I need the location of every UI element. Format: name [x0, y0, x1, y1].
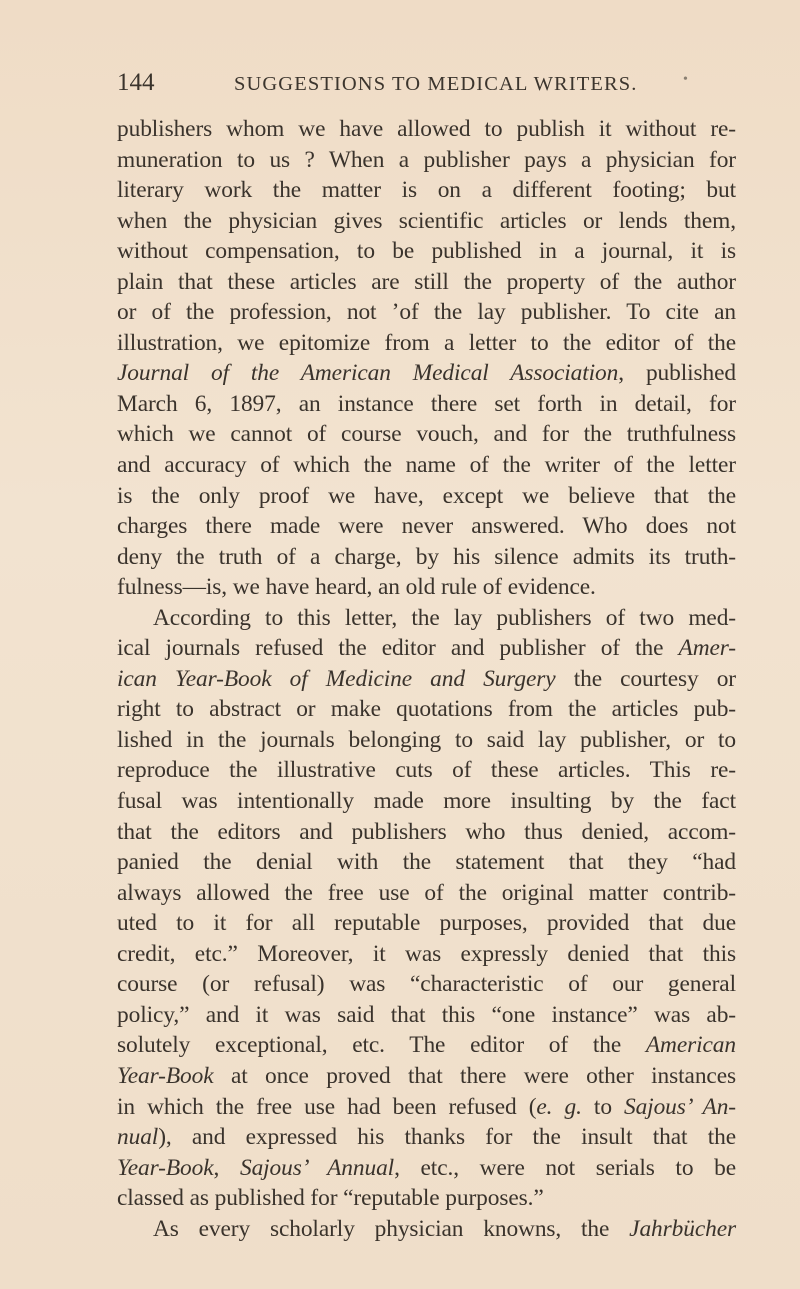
text-segment: ,: [213, 1154, 240, 1181]
italic-title: nual: [117, 1124, 159, 1151]
text-line: [117, 817, 736, 848]
text-segment: muneration to us ? When a publisher pays a physician for: [117, 146, 736, 173]
text-line: [117, 206, 736, 237]
text-line: [117, 297, 736, 328]
text-segment: without compensation, to be published in a journal, it is: [117, 238, 736, 265]
text-line: [117, 114, 736, 145]
text-segment: the courtesy or: [555, 665, 736, 692]
text-segment: and accuracy of which the name of the writer of the letter: [117, 452, 736, 479]
text-segment: fusal was intentionally made more insulting by the fact: [117, 788, 736, 815]
italic-title: American: [645, 1032, 736, 1059]
text-segment: fulness—is, we have heard, an old rule of evidence.: [117, 574, 596, 601]
text-line: [117, 511, 736, 542]
text-segment: panied the denial with the statement that they “had: [117, 849, 736, 876]
text-line: [117, 908, 736, 939]
text-segment: publishers whom we have allowed to publish it without re-: [117, 116, 736, 142]
text-line: [117, 603, 736, 634]
text-line: [117, 542, 736, 573]
italic-title: Amer-: [678, 635, 736, 662]
text-line: [117, 419, 736, 450]
text-line: [117, 1153, 736, 1184]
text-segment: right to abstract or make quotations from the articles pub-: [117, 696, 736, 723]
text-segment: at once proved that there were other instances: [213, 1062, 736, 1089]
text-line: [117, 1061, 736, 1092]
text-line: [117, 389, 736, 420]
text-segment: uted to it for all reputable purposes, provided that due: [117, 910, 736, 937]
italic-title: Sajous’ Annual: [239, 1154, 395, 1181]
text-segment: illustration, we epitomize from a letter to the editor of the: [117, 329, 736, 356]
italic-title: e. g.: [536, 1093, 582, 1120]
text-line: [117, 572, 736, 603]
text-segment: ical journals refused the editor and publisher of the: [117, 635, 679, 662]
running-head: [117, 66, 737, 100]
text-line: [117, 786, 736, 817]
text-segment: or of the profession, not ’of the lay publisher. To cite an: [117, 299, 736, 326]
text-segment: that the editors and publishers who thus denied, accom-: [117, 818, 736, 845]
text-segment: literary work the matter is on a different footing; but: [117, 177, 736, 204]
text-line: [117, 694, 736, 725]
text-segment: when the physician gives scientific articles or lends them,: [117, 207, 736, 234]
text-line: [117, 755, 736, 786]
running-title: SUGGESTIONS TO MEDICAL WRITERS.: [234, 73, 638, 95]
text-line: [117, 145, 736, 176]
italic-title: ican Year-Book of Medicine and Surgery: [117, 665, 556, 692]
text-line: [117, 481, 736, 512]
italic-title: Sajous’ An-: [623, 1093, 736, 1120]
italic-title: Jahrbücher: [629, 1215, 736, 1242]
italic-title: Year-Book: [117, 1062, 214, 1089]
text-segment: in which the free use had been refused (: [117, 1093, 537, 1120]
text-line: [117, 1183, 736, 1214]
text-segment: According to this letter, the lay publishers of two med-: [153, 604, 736, 631]
italic-title: Year-Book: [117, 1154, 214, 1181]
text-line: [117, 1030, 736, 1061]
italic-title: Journal of the American Medical Association: [117, 360, 619, 387]
text-line: [117, 236, 736, 267]
text-line: [117, 328, 736, 359]
text-segment: policy,” and it was said that this “one instance” was ab-: [117, 1001, 736, 1028]
text-segment: reproduce the illustrative cuts of these articles. This re-: [117, 757, 736, 784]
text-segment: classed as published for “reputable purposes.”: [117, 1185, 544, 1212]
text-line: [117, 878, 736, 909]
text-line: [117, 450, 736, 481]
text-segment: always allowed the free use of the original matter contrib-: [117, 879, 736, 906]
text-segment: credit, etc.” Moreover, it was expressly denied that this: [117, 940, 736, 967]
text-segment: , etc., were not serials to be: [394, 1154, 736, 1181]
text-segment: March 6, 1897, an instance there set forth in detail, for: [117, 390, 736, 417]
text-segment: As every scholarly physician knowns, the: [153, 1215, 630, 1242]
text-line: [117, 847, 736, 878]
text-line: [117, 1000, 736, 1031]
text-line: [117, 267, 736, 298]
running-mark: •: [683, 72, 688, 87]
text-line: [117, 1092, 736, 1123]
text-line: [117, 1122, 736, 1153]
text-segment: which we cannot of course vouch, and for the truthfulness: [117, 421, 736, 448]
text-segment: course (or refusal) was “characteristic of our general: [117, 971, 736, 998]
text-line: [117, 175, 736, 206]
text-line: [117, 1214, 736, 1245]
text-segment: solutely exceptional, etc. The editor of the: [117, 1032, 646, 1059]
text-line: [117, 358, 736, 389]
text-segment: charges there made were never answered. Who does not: [117, 513, 736, 540]
text-segment: lished in the journals belonging to said lay publisher, or to: [117, 726, 736, 753]
text-segment: ), and expressed his thanks for the insult that the: [158, 1124, 736, 1151]
text-segment: to: [581, 1093, 624, 1120]
text-segment: is the only proof we have, except we believe that the: [117, 482, 736, 509]
text-segment: plain that these articles are still the property of the author: [117, 268, 736, 295]
page-number: 144: [117, 69, 155, 96]
text-line: [117, 939, 736, 970]
text-line: [117, 664, 736, 695]
text-line: [117, 725, 736, 756]
text-line: [117, 633, 736, 664]
body-text: [117, 114, 736, 1244]
text-line: [117, 969, 736, 1000]
text-segment: , published: [618, 360, 736, 387]
text-segment: deny the truth of a charge, by his silence admits its truth-: [117, 543, 736, 570]
